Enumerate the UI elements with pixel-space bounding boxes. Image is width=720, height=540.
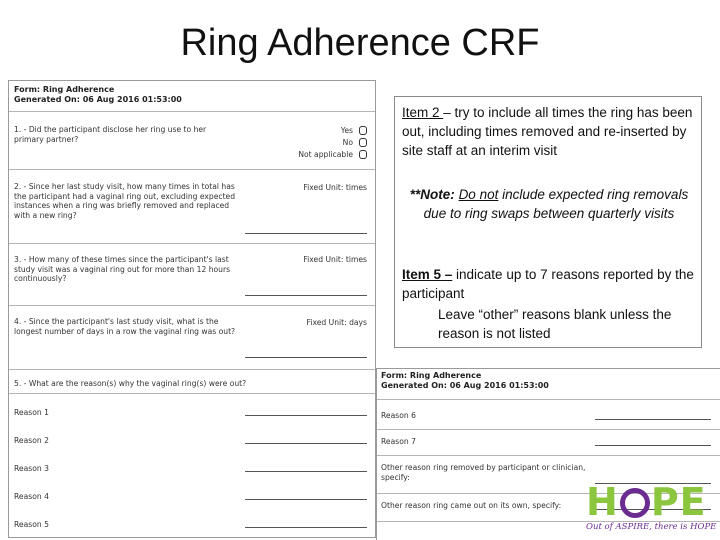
note-label: **Note:	[409, 187, 455, 202]
item-5-note	[402, 265, 698, 303]
option-no-label: No	[342, 138, 353, 147]
divider	[9, 111, 375, 112]
question-3: 3. - How many of these times since the participant's last study visit was a vaginal ring out for more than 12 hours continuously?	[14, 255, 231, 283]
instructions-callout	[394, 96, 702, 348]
divider	[9, 169, 375, 170]
reason-6-label: Reason 6	[381, 411, 416, 420]
form-name: Form: Ring Adherence	[14, 85, 115, 94]
other-reason-removed-label: Other reason ring removed by participant or clinician, specify:	[381, 463, 586, 482]
question-1: 1. - Did the participant disclose her ring use to her primary partner?	[14, 125, 207, 144]
reason-3-field[interactable]	[245, 471, 367, 472]
fixed-unit-times: Fixed Unit: times	[303, 255, 367, 264]
hope-logo	[586, 482, 716, 534]
slide-title: Ring Adherence CRF	[180, 22, 540, 64]
fixed-unit-times: Fixed Unit: times	[303, 183, 367, 192]
ring-icon	[620, 488, 650, 518]
answer-field-q2[interactable]	[245, 233, 367, 234]
form-generated-date: Generated On: 06 Aug 2016 01:53:00	[14, 95, 182, 104]
fixed-unit-days: Fixed Unit: days	[306, 318, 367, 327]
note-text: include expected ring removals due to ring swaps between quarterly visits	[423, 187, 689, 221]
swap-note	[409, 185, 689, 223]
reason-4-label: Reason 4	[14, 492, 49, 501]
radio-no[interactable]	[359, 138, 367, 147]
reason-7-field[interactable]	[595, 445, 711, 446]
reason-6-field[interactable]	[595, 419, 711, 420]
divider	[9, 243, 375, 244]
reason-5-label: Reason 5	[14, 520, 49, 529]
reason-1-field[interactable]	[245, 415, 367, 416]
item-2-label: Item 2	[402, 105, 444, 120]
reason-2-label: Reason 2	[14, 436, 49, 445]
divider	[377, 429, 720, 430]
reason-3-label: Reason 3	[14, 464, 49, 473]
item-5-label: Item 5 –	[402, 267, 453, 282]
item-5-text: indicate up to 7 reasons reported by the participant	[402, 267, 694, 301]
reason-5-field[interactable]	[245, 527, 367, 528]
reason-1-label: Reason 1	[14, 408, 49, 417]
logo-wordmark: H PE	[586, 480, 707, 524]
form-name: Form: Ring Adherence	[381, 371, 482, 380]
form-header	[381, 371, 549, 391]
radio-not-applicable[interactable]	[359, 150, 367, 159]
answer-field-q4[interactable]	[245, 357, 367, 358]
item-2-note	[402, 103, 698, 160]
question-2: 2. - Since her last study visit, how many times in total has the participant had a vaginal ring out, excluding expected instances when a ring was briefly removed and replaced with a new ring?	[14, 182, 236, 220]
logo-tagline: Out of ASPIRE, there is HOPE	[586, 522, 717, 532]
divider	[9, 393, 375, 394]
divider	[377, 455, 720, 456]
option-yes-label: Yes	[340, 126, 353, 135]
reason-7-label: Reason 7	[381, 437, 416, 446]
note-emphasis: Do not	[458, 187, 499, 202]
reason-4-field[interactable]	[245, 499, 367, 500]
other-reason-came-out-label: Other reason ring came out on its own, specify:	[381, 501, 562, 510]
crf-page-left	[8, 80, 376, 538]
divider	[9, 369, 375, 370]
form-generated-date: Generated On: 06 Aug 2016 01:53:00	[381, 381, 549, 390]
other-reasons-note: Leave “other” reasons blank unless the reason is not listed	[438, 307, 672, 341]
reason-2-field[interactable]	[245, 443, 367, 444]
radio-yes[interactable]	[359, 126, 367, 135]
option-not-applicable-label: Not applicable	[298, 150, 353, 159]
item-2-text: – try to include all times the ring has been out, including times removed and re-inserted by site staff at an interim visit	[402, 105, 693, 158]
question-4: 4. - Since the participant's last study visit, what is the longest number of days in a row the vaginal ring was out?	[14, 317, 236, 336]
question-5: 5. - What are the reason(s) why the vaginal ring(s) were out?	[14, 379, 247, 388]
divider	[377, 399, 720, 400]
form-header	[14, 85, 182, 105]
answer-field-q3[interactable]	[245, 295, 367, 296]
divider	[9, 305, 375, 306]
